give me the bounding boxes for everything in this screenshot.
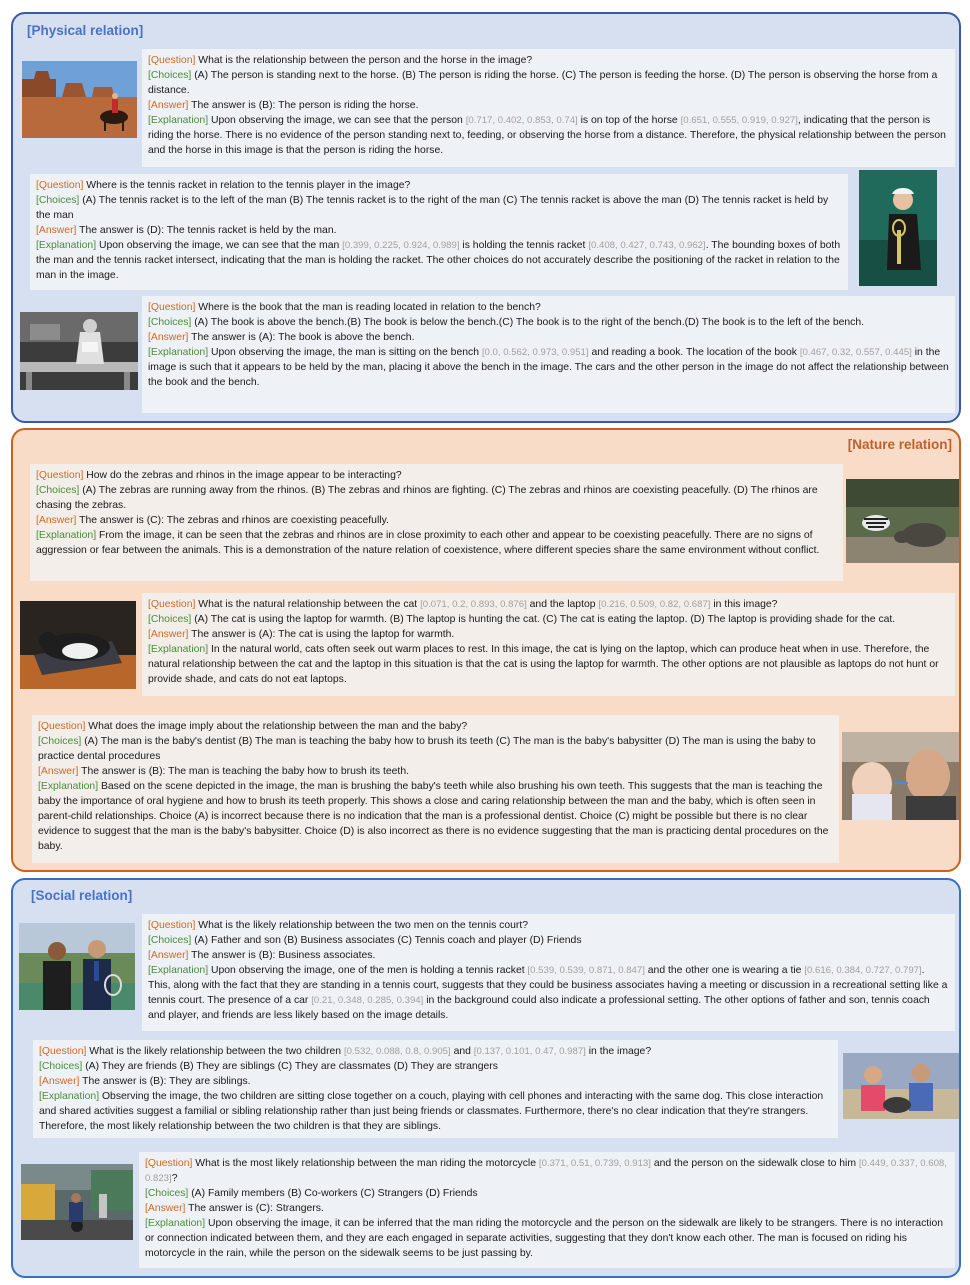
- answer-label: [Answer]: [36, 225, 77, 236]
- explanation-label: [Explanation]: [38, 781, 99, 792]
- choices-label: [Choices]: [148, 317, 192, 328]
- qa-card: [30, 174, 848, 290]
- bbox-coordinates: [0.449, 0.337, 0.608, 0.823]: [145, 1158, 947, 1184]
- choices-label: [Choices]: [38, 736, 82, 747]
- explanation-text: . The bounding boxes of both the man and the tennis racket intersect, indicating that the man is holding the racket. The other choices do not accurately describe the positioning of the racket in relation to the man in the image.: [36, 240, 841, 281]
- choices-text: (A) The cat is using the laptop for warmth. (B) The laptop is hunting the cat. (C) The cat is eating the laptop. (D) The laptop is providing shade for the cat.: [194, 614, 896, 625]
- bbox-coordinates: [0.137, 0.101, 0.47, 0.987]: [473, 1046, 586, 1057]
- explanation-text: Observing the image, the two children are sitting close together on a couch, playing with cell phones and interacting with the same dog. This close interaction and shared activities suggest a familial or sibling relationship rather than just being friends or classmates. Furthermore, there's no clear indication that they're strangers. Therefore, the most likely relationship between the two children is that they are siblings.: [39, 1091, 824, 1132]
- question-text: What is the likely relationship between the two children: [89, 1046, 342, 1057]
- qa-card: [32, 715, 839, 863]
- question-label: [Question]: [148, 599, 196, 610]
- choices-text: (A) Father and son (B) Business associates (C) Tennis coach and player (D) Friends: [194, 935, 582, 946]
- social-relation-section: [11, 878, 961, 1278]
- answer-label: [Answer]: [148, 332, 189, 343]
- physical-relation-section: [11, 12, 961, 423]
- bbox-coordinates: [0.071, 0.2, 0.893, 0.876]: [420, 599, 527, 610]
- man-baby-image: [842, 732, 959, 820]
- explanation-text: Upon observing the image, the man is sitting on the bench: [210, 347, 479, 358]
- explanation-text: From the image, it can be seen that the zebras and rhinos are in close proximity to each other and appear to be coexisting peacefully. There are no signs of aggression or fear between the animals. This is a demonstration of the nature relation of coexistence, where different species share the same environment without conflict.: [36, 530, 820, 556]
- explanation-text: Upon observing the image, we can see that the person: [210, 115, 463, 126]
- bbox-coordinates: [0.539, 0.539, 0.871, 0.847]: [527, 965, 645, 976]
- qa-card: [142, 914, 955, 1031]
- explanation-text: Upon observing the image, it can be inferred that the man riding the motorcycle and the person on the sidewalk are likely to be strangers. There is no interaction or connection indicated between them, and they are each engaged in separate activities, suggesting that they don't know each other. The man is focused on riding his motorcycle in the rain, while the person on the sidewalk seems to be just passing by.: [145, 1218, 944, 1259]
- choices-label: [Choices]: [145, 1188, 189, 1199]
- question-text: and: [453, 1046, 471, 1057]
- answer-label: [Answer]: [148, 629, 189, 640]
- qa-card: [142, 593, 955, 696]
- question-label: [Question]: [148, 55, 196, 66]
- bbox-coordinates: [0.216, 0.509, 0.82, 0.687]: [598, 599, 711, 610]
- choices-label: [Choices]: [39, 1061, 83, 1072]
- bbox-coordinates: [0.467, 0.32, 0.557, 0.445]: [799, 347, 912, 358]
- bbox-coordinates: [0.651, 0.555, 0.919, 0.927]: [680, 115, 798, 126]
- question-text: and the laptop: [529, 599, 596, 610]
- answer-text: The answer is (B): The person is riding the horse.: [191, 100, 419, 111]
- question-text: ?: [171, 1173, 178, 1184]
- bbox-coordinates: [0.399, 0.225, 0.924, 0.989]: [342, 240, 460, 251]
- zebras-rhinos-image: [846, 479, 959, 563]
- question-text: in the image?: [588, 1046, 652, 1057]
- choices-label: [Choices]: [36, 195, 80, 206]
- question-label: [Question]: [39, 1046, 87, 1057]
- qa-card: [142, 49, 955, 167]
- explanation-text: Upon observing the image, one of the men is holding a tennis racket: [210, 965, 525, 976]
- answer-text: The answer is (A): The cat is using the laptop for warmth.: [191, 629, 455, 640]
- question-text: What is the natural relationship between the cat: [198, 599, 418, 610]
- question-text: in this image?: [713, 599, 778, 610]
- explanation-label: [Explanation]: [36, 530, 97, 541]
- answer-text: The answer is (A): The book is above the bench.: [191, 332, 415, 343]
- explanation-label: [Explanation]: [148, 347, 209, 358]
- choices-text: (A) The zebras are running away from the rhinos. (B) The zebras and rhinos are fighting. (C) The zebras and rhinos are coexisting peacefully. (D) The rhinos are chasing the zebras.: [36, 485, 818, 511]
- explanation-text: is holding the tennis racket: [462, 240, 586, 251]
- explanation-text: is on top of the horse: [580, 115, 678, 126]
- bbox-coordinates: [0.371, 0.51, 0.739, 0.913]: [538, 1158, 651, 1169]
- question-label: [Question]: [36, 470, 84, 481]
- question-text: What does the image imply about the relationship between the man and the baby?: [88, 721, 468, 732]
- answer-label: [Answer]: [38, 766, 79, 777]
- bbox-coordinates: [0.616, 0.384, 0.727, 0.797]: [804, 965, 922, 976]
- explanation-label: [Explanation]: [148, 965, 209, 976]
- explanation-text: and reading a book. The location of the book: [591, 347, 797, 358]
- choices-label: [Choices]: [148, 935, 192, 946]
- explanation-label: [Explanation]: [39, 1091, 100, 1102]
- cat-laptop-image: [20, 601, 136, 689]
- section-title: [Nature relation]: [847, 437, 952, 452]
- explanation-label: [Explanation]: [148, 115, 209, 126]
- question-label: [Question]: [38, 721, 86, 732]
- section-title: [Social relation]: [31, 888, 133, 903]
- explanation-text: . This, along with the fact that they are standing in a tennis court, suggests that they could be business associates having a meeting or discussion in a recreational setting like a tennis court. The presence of a car: [148, 965, 948, 1006]
- explanation-text: Upon observing the image, we can see that the man: [98, 240, 340, 251]
- question-text: What is the most likely relationship between the man riding the motorcycle: [195, 1158, 537, 1169]
- answer-label: [Answer]: [148, 950, 189, 961]
- answer-text: The answer is (B): The man is teaching the baby how to brush its teeth.: [81, 766, 409, 777]
- answer-text: The answer is (B): They are siblings.: [82, 1076, 251, 1087]
- nature-relation-section: [11, 428, 961, 872]
- man-reading-bench-image: [20, 312, 138, 390]
- explanation-label: [Explanation]: [145, 1218, 206, 1229]
- question-label: [Question]: [36, 180, 84, 191]
- question-label: [Question]: [145, 1158, 193, 1169]
- choices-text: (A) The man is the baby's dentist (B) The man is teaching the baby how to brush its teeth (C) The man is the baby's babysitter (D) The man is using the baby to practice dental procedures: [38, 736, 816, 762]
- explanation-label: [Explanation]: [36, 240, 97, 251]
- choices-label: [Choices]: [148, 614, 192, 625]
- answer-label: [Answer]: [145, 1203, 186, 1214]
- explanation-label: [Explanation]: [148, 644, 209, 655]
- answer-text: The answer is (B): Business associates.: [191, 950, 376, 961]
- bbox-coordinates: [0.717, 0.402, 0.853, 0.74]: [465, 115, 578, 126]
- explanation-text: and the other one is wearing a tie: [647, 965, 802, 976]
- choices-text: (A) They are friends (B) They are siblings (C) They are classmates (D) They are strangers: [85, 1061, 498, 1072]
- bbox-coordinates: [0.21, 0.348, 0.285, 0.394]: [311, 995, 424, 1006]
- qa-card: [139, 1152, 955, 1268]
- bbox-coordinates: [0.532, 0.088, 0.8, 0.905]: [343, 1046, 451, 1057]
- qa-card: [33, 1040, 838, 1138]
- choices-text: (A) The tennis racket is to the left of the man (B) The tennis racket is to the right of the man (C) The tennis racket is above the man (D) The tennis racket is held by the man: [36, 195, 829, 221]
- qa-card: [30, 464, 843, 581]
- question-text: Where is the book that the man is reading located in relation to the bench?: [198, 302, 541, 313]
- answer-text: The answer is (C): The zebras and rhinos are coexisting peacefully.: [79, 515, 389, 526]
- answer-label: [Answer]: [148, 100, 189, 111]
- choices-text: (A) The book is above the bench.(B) The book is below the bench.(C) The book is to the right of the bench.(D) The book is to the left of the bench.: [194, 317, 865, 328]
- explanation-text: in the image is such that it appears to be held by the man, placing it above the bench in the image. The cars and the other person in the image do not affect the relationship between the book and the bench.: [148, 347, 949, 388]
- choices-label: [Choices]: [148, 70, 192, 81]
- two-children-couch-image: [843, 1053, 959, 1119]
- question-label: [Question]: [148, 920, 196, 931]
- answer-label: [Answer]: [36, 515, 77, 526]
- choices-text: (A) The person is standing next to the horse. (B) The person is riding the horse. (C) The person is feeding the horse. (D) The person is observing the horse from a distance.: [148, 70, 938, 96]
- explanation-text: In the natural world, cats often seek out warm places to rest. In this image, the cat is lying on the laptop, which can produce heat when in use. Therefore, the natural relationship between the cat and the laptop in this situation is that the cat is using the laptop for warmth. The other options are not plausible as laptops do not hunt or provide shade, and cats do not eat laptops.: [148, 644, 939, 685]
- explanation-text: in the background could also indicate a professional setting. The other options of father and son, tennis coach and player, and friends are less likely based on the image details.: [148, 995, 930, 1021]
- question-text: How do the zebras and rhinos in the image appear to be interacting?: [86, 470, 402, 481]
- horse-rider-image: [22, 61, 137, 138]
- answer-text: The answer is (D): The tennis racket is held by the man.: [79, 225, 337, 236]
- choices-label: [Choices]: [36, 485, 80, 496]
- qa-card: [142, 296, 955, 413]
- two-men-tennis-court-image: [19, 923, 135, 1010]
- question-text: and the person on the sidewalk close to him: [653, 1158, 856, 1169]
- motorcycle-street-image: [21, 1164, 133, 1240]
- tennis-player-image: [859, 170, 937, 286]
- question-text: Where is the tennis racket in relation to the tennis player in the image?: [86, 180, 411, 191]
- answer-text: The answer is (C): Strangers.: [188, 1203, 324, 1214]
- section-title: [Physical relation]: [27, 23, 144, 38]
- explanation-text: Based on the scene depicted in the image, the man is brushing the baby's teeth while also brushing his own teeth. This suggests that the man is teaching the baby the importance of oral hygiene and how to brush its teeth properly. This shows a close and caring relationship between the man and the baby, which is often seen in parent-child relationships. Choice (A) is incorrect because there is no indication that the man is a professional dentist. Choice (C) might be possible but there is no clear evidence to suggest that the man is the baby's babysitter. Choice (D) is also incorrect as there is no evidence suggesting that the man is practicing dental procedures on the baby.: [38, 781, 829, 852]
- bbox-coordinates: [0.408, 0.427, 0.743, 0.962]: [588, 240, 706, 251]
- explanation-text: , indicating that the person is riding the horse. There is no evidence of the person standing next to, feeding, or observing the horse from a distance. Therefore, the physical relationship between the person and the horse in this image is that the person is riding the horse.: [148, 115, 946, 156]
- question-label: [Question]: [148, 302, 196, 313]
- question-text: What is the likely relationship between the two men on the tennis court?: [198, 920, 529, 931]
- question-text: What is the relationship between the person and the horse in the image?: [198, 55, 533, 66]
- bbox-coordinates: [0.0, 0.562, 0.973, 0.951]: [481, 347, 589, 358]
- choices-text: (A) Family members (B) Co-workers (C) Strangers (D) Friends: [191, 1188, 478, 1199]
- answer-label: [Answer]: [39, 1076, 80, 1087]
